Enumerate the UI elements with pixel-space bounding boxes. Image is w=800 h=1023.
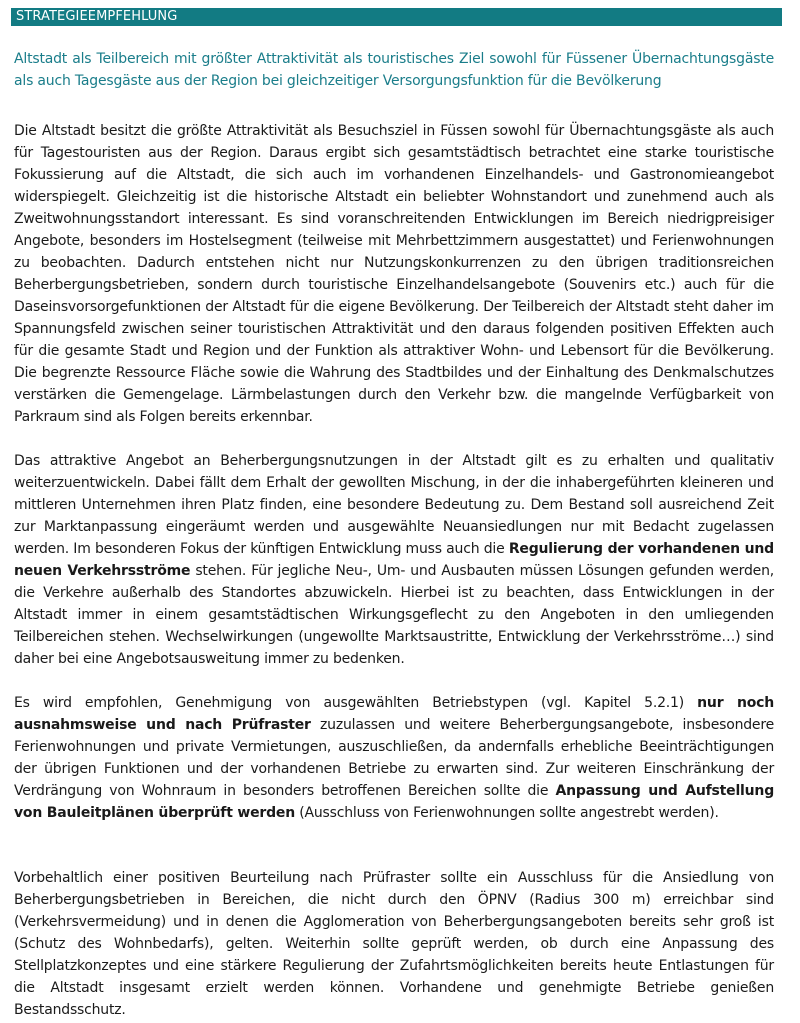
emphasis-traffic-regulation: Regulierung der vorhandenen und neuen Verkehrsströme [14,541,774,579]
lead-statement: Altstadt als Teilbereich mit größter Attraktivität als touristisches Ziel sowohl für Füssener Übernachtungsgäste als auch Tagesgäste aus der Region bei gleichzeitiger Versorgungsfunktion für die Bevölkerung [14,51,774,89]
paragraph-text: Es wird empfohlen, Genehmigung von ausgewählten Betriebstypen (vgl. Kapitel 5.2.1) [14,695,698,711]
emphasis-exception-check: nur noch ausnahmsweise und nach Prüfraster [14,695,774,733]
paragraph-text: (Ausschluss von Ferienwohnungen sollte angestrebt werden). [294,805,719,821]
paragraph-recommendation [14,692,774,824]
section-header [11,8,782,26]
paragraph-exclusion: Vorbehaltlich einer positiven Beurteilung nach Prüfraster sollte ein Ausschluss für die Ansiedlung von Beherbergungsbetrieben in Bereichen, die nicht durch den ÖPNV (Radius 300 m) erreichbar sind (Verkehrsvermeidung) und in denen die Agglomeration von Beherbergungsangeboten bereits sehr groß ist (Schutz des Wohnbedarfs), gelten. Weiterhin sollte geprüft werden, ob durch eine Anpassung des Stellplatzkonzeptes und eine stärkere Regulierung der Zufahrtsmöglichkeiten bereits heute Entlastungen für die Altstadt insgesamt erzielt werden können. Vorhandene und genehmigte Betriebe genießen Bestandsschutz. [14,870,774,1018]
paragraph-text: stehen. Für jegliche Neu-, Um- und Ausbauten müssen Lösungen gefunden werden, die Verkehre außerhalb des Standortes abzuwickeln. Hierbei ist zu beachten, dass Entwicklungen in der Altstadt immer in einem gesamtstädtischen Wirkungsgeflecht zu den Angeboten in den umliegenden Teilbereichen stehen. Wechselwirkungen (ungewollte Marktsaustritte, Entwicklung der Verkehrsströme…) sind daher bei eine Angebotsausweitung immer zu bedenken. [14,563,774,667]
paragraph-accommodation [14,450,774,670]
paragraph-text: zuzulassen und weitere Beherbergungsangebote, insbesondere Ferienwohnungen und private Vermietungen, auszuschließen, da andernfalls erhebliche Beeinträchtigungen der übrigen Funktionen und der vorhandenen Betriebe zu erwarten sind. Zur weiteren Einschränkung der Verdrängung von Wohnraum in besonders betroffenen Bereichen sollte die [14,717,774,799]
section-title: STRATEGIEEMPFEHLUNG [16,9,178,24]
emphasis-land-use-plans: Anpassung und Aufstellung von Bauleitplänen überprüft werden [14,783,775,821]
paragraph-text: Das attraktive Angebot an Beherbergungsnutzungen in der Altstadt gilt es zu erhalten und qualitativ weiterzuentwickeln. Dabei fällt dem Erhalt der gewollten Mischung, in der die inhabergeführten kleineren und mittleren Unternehmen ihren Platz finden, eine besondere Bedeutung zu. Dem Bestand soll ausreichend Zeit zur Marktanpassung eingeräumt werden und ausgewählte Neuansiedlungen nur mit Bedacht zugelassen werden. Im besonderen Fokus der künftigen Entwicklung muss auch die [14,453,774,557]
paragraph-context: Die Altstadt besitzt die größte Attraktivität als Besuchsziel in Füssen sowohl für Übernachtungsgäste als auch für Tagestouristen aus der Region. Daraus ergibt sich gesamtstädtisch betrachtet eine starke touristische Fokussierung auf die Altstadt, die sich auch im vorhandenen Einzelhandels- und Gastronomieangebot widerspiegelt. Gleichzeitig ist die historische Altstadt ein beliebter Wohnstandort und zunehmend auch als Zweitwohnungsstandort interessant. Es sind voranschreitenden Entwicklungen im Bereich niedrigpreisiger Angebote, besonders im Hostelsegment (teilweise mit Mehrbettzimmern ausgestattet) und Ferienwohnungen zu beobachten. Dadurch entstehen nicht nur Nutzungskonkurrenzen zu den übrigen traditionsreichen Beherbergungsbetrieben, sondern durch touristische Einzelhandelsangebote (Souvenirs etc.) auch für die Daseinsvorsorgefunktionen der Altstadt für die eigene Bevölkerung. Der Teilbereich der Altstadt steht daher im Spannungsfeld zwischen seiner touristischen Attraktivität und den daraus folgenden positiven Effekten auch für die gesamte Stadt und Region und der Funktion als attraktiver Wohn- und Lebensort für die Bevölkerung. Die begrenzte Ressource Fläche sowie die Wahrung des Stadtbildes und der Einhaltung des Denkmalschutzes verstärken die Gemengelage. Lärmbelastungen durch den Verkehr bzw. die mangelnde Verfügbarkeit von Parkraum sind als Folgen bereits erkennbar. [14,123,774,425]
